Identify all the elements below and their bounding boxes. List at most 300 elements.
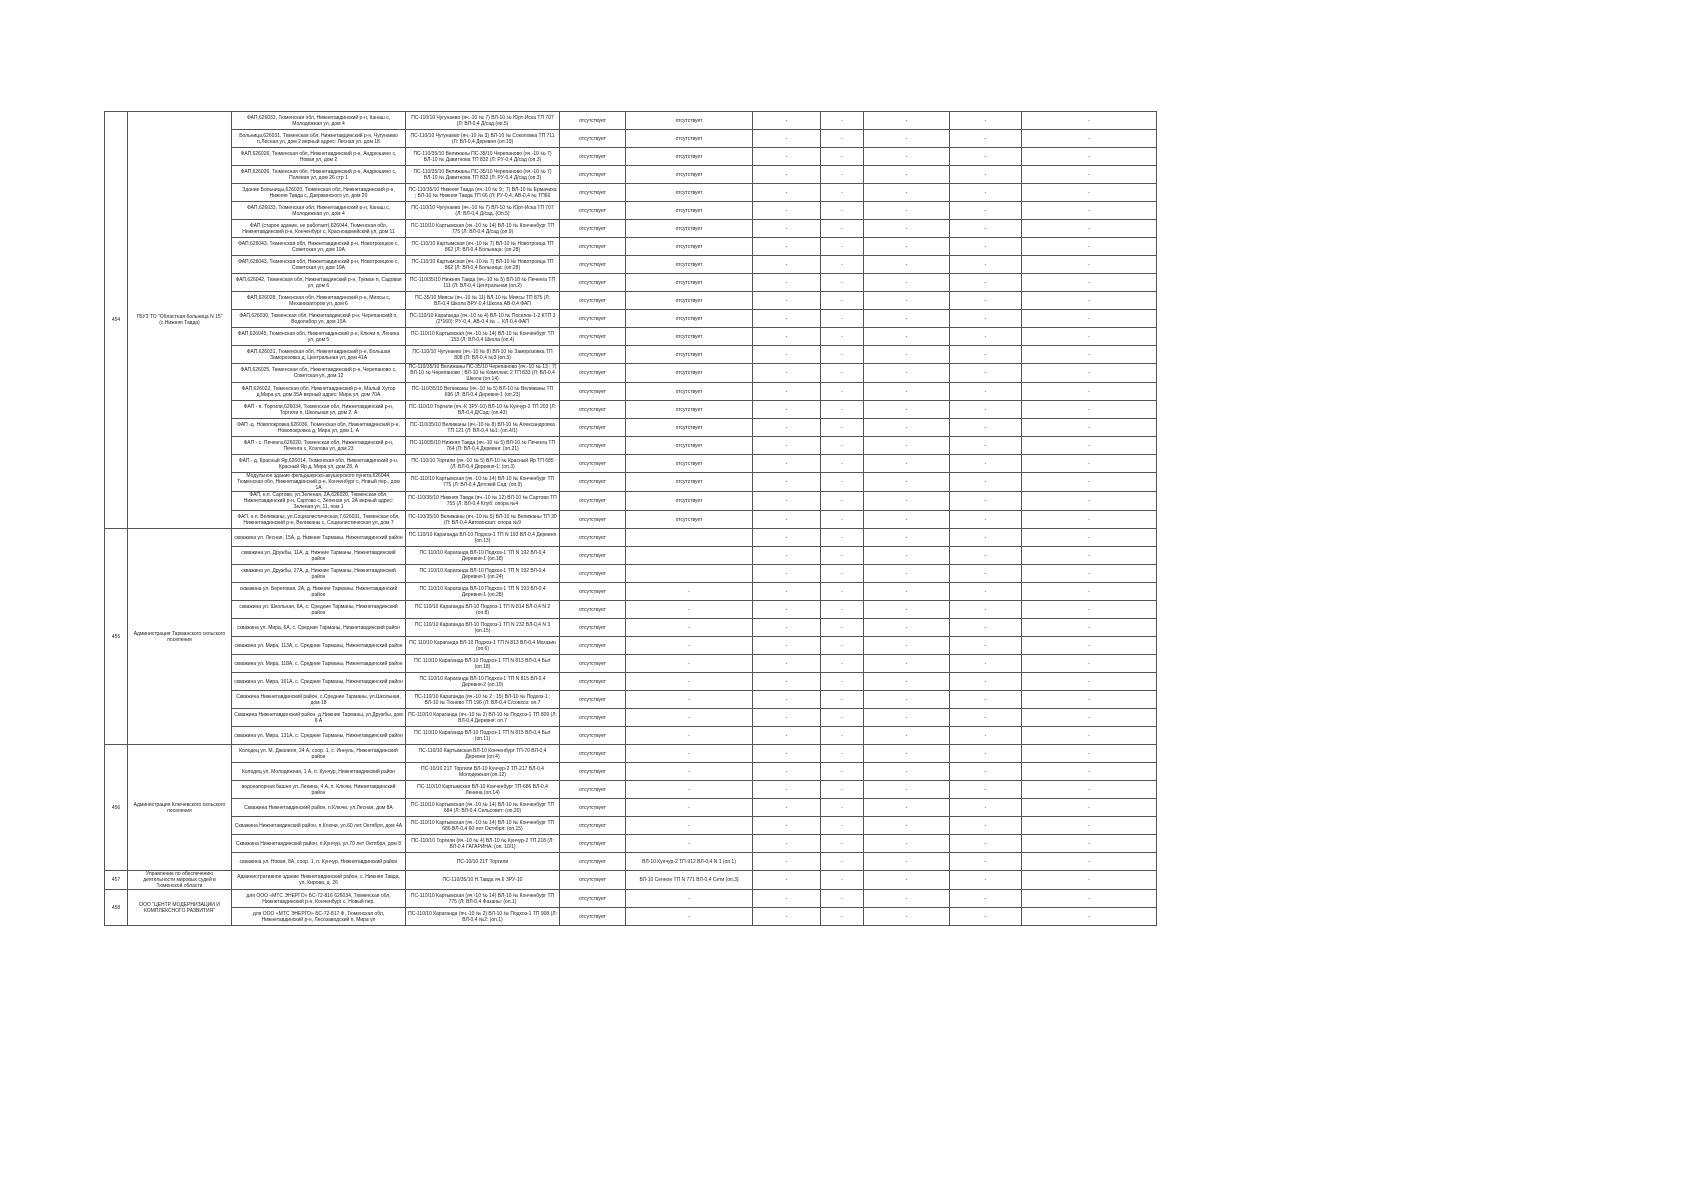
dash-cell: - bbox=[864, 492, 950, 511]
dash-cell: - bbox=[950, 473, 1022, 492]
dash-cell: - bbox=[864, 455, 950, 473]
status-cell-2: отсутствует bbox=[626, 473, 753, 492]
power-source: ПС-110/10 Картымская ВЛ-10 Конченбург ТП-70 ВЛ-0,4 Деревня (оп.4) bbox=[406, 745, 560, 763]
object-address: ФАП,626028, Тюменская обл, Нижнетавдинский р-н, Миясы с, Механизаторов ул, дом 6 bbox=[232, 292, 406, 310]
dash-cell: - bbox=[950, 130, 1022, 148]
table-row bbox=[105, 583, 1157, 601]
power-source: ПС-35/10 Миясы (яч.-10 № 11) ВЛ-10 № Миясы ТП 875 (Л: ВЛ-0,4 Школа ВРУ-0,4 Школа АВ-0,4 ФАП bbox=[406, 292, 560, 310]
dash-cell: - bbox=[753, 130, 821, 148]
status-cell: отсутствует bbox=[560, 637, 626, 655]
status-cell: отсутствует bbox=[560, 853, 626, 871]
power-source: ПС-110/10 Картымская (яч.-10 № 14) ВЛ-10 № Конченбург ТП 684 (Л: ВЛ-0,4 Сельсовет: (оп.20) bbox=[406, 799, 560, 817]
dash-cell: - bbox=[1022, 637, 1157, 655]
table-row bbox=[105, 473, 1157, 492]
status-cell-2: отсутствует bbox=[626, 419, 753, 437]
row-number: 457 bbox=[105, 871, 128, 890]
dash-cell: - bbox=[821, 890, 864, 908]
object-address: ФАП, н.п. Сартово, ул.Зеленая, 2А,626020, Тюменская обл, Нижнетавдинский р-н, Сартово с, Зеленая ул, 2А верный адрес: Зеленая ул, 11, пом 1 bbox=[232, 492, 406, 511]
dash-cell: - bbox=[950, 763, 1022, 781]
dash-cell: - bbox=[950, 781, 1022, 799]
object-address: ФАП,626045, Тюменская обл, Нижнетавдинский р-н, Ключи п, Ленина ул, дом 5 bbox=[232, 328, 406, 346]
dash-cell: - bbox=[950, 691, 1022, 709]
dash-cell: - bbox=[753, 673, 821, 691]
status-cell-2: отсутствует bbox=[626, 437, 753, 455]
dash-cell: - bbox=[1022, 184, 1157, 202]
power-source: ПС-110/10 Картымская (яч.-10 № 7) ВЛ-10 № Новотроица ТП 862 (Л: ВЛ-0,4 Больница: (оп.28) bbox=[406, 256, 560, 274]
object-address: скважина ул. Мира, 161А, с. Средние Тарманы, Нижнетавдинский район bbox=[232, 673, 406, 691]
status-cell-2: отсутствует bbox=[626, 364, 753, 383]
dash-cell: - bbox=[753, 583, 821, 601]
power-source: ПС-110/35/10 Велижаны ПС-35/10 Черепаново (яч.-10 № 13 ; 7) ВЛ-10 № Черепаново ; ВЛ-10 № Комплекс 2 ТП 833 (Л: ВЛ-0,4 Школа (оп.14) bbox=[406, 364, 560, 383]
status-cell-2: - bbox=[626, 817, 753, 835]
status-cell: отсутствует bbox=[560, 492, 626, 511]
organization-name: ГБУЗ ТО "Областная больница N 15" (с.Нижняя Тавда) bbox=[128, 112, 232, 529]
table-row bbox=[105, 763, 1157, 781]
dash-cell: - bbox=[753, 763, 821, 781]
power-source: ПС 110/10 Караганда ВЛ-10 Подхоз-1 ТП N 813 ВЛ-0,4 Магазин (оп.6) bbox=[406, 637, 560, 655]
dash-cell: - bbox=[753, 619, 821, 637]
object-address: ФАП,626022, Тюменская обл, Нижнетавдинский р-н, Малый Хутор д,Мира ул, дом 35А верный адрес: Мира ул, дом 70А bbox=[232, 383, 406, 401]
status-cell-2: отсутствует bbox=[626, 401, 753, 419]
dash-cell: - bbox=[821, 619, 864, 637]
power-source: ПС-110/35/10 Велижаны ПС-35/10 Черепаново (яч.-10 № 7) ВЛ-10 № Давитнова ТП 832 (Л: РУ-0,4 Д/сад (оп.3) bbox=[406, 166, 560, 184]
row-number: 456 bbox=[105, 745, 128, 871]
dash-cell: - bbox=[821, 383, 864, 401]
status-cell: отсутствует bbox=[560, 455, 626, 473]
table-row bbox=[105, 817, 1157, 835]
dash-cell: - bbox=[753, 148, 821, 166]
table-row bbox=[105, 871, 1157, 890]
table-row bbox=[105, 401, 1157, 419]
object-address: скважина ул. Мира, 6А, с. Средние Тарманы, Нижнетавдинский район bbox=[232, 619, 406, 637]
status-cell-2: отсутствует bbox=[626, 274, 753, 292]
table-row bbox=[105, 890, 1157, 908]
power-source: ПС-110/10 Караганда (яч.-10 № 4) ВЛ-10 № Поселок-1-2 КТП 3 (2*160): РУ-0,4, АВ-0,4 № ... КЛ-0,4 ФАП bbox=[406, 310, 560, 328]
dash-cell: - bbox=[950, 274, 1022, 292]
status-cell: отсутствует bbox=[560, 619, 626, 637]
dash-cell: - bbox=[864, 130, 950, 148]
status-cell: отсутствует bbox=[560, 130, 626, 148]
table-row bbox=[105, 437, 1157, 455]
dash-cell: - bbox=[950, 112, 1022, 130]
status-cell-2: - bbox=[626, 637, 753, 655]
power-source: ПС-110/10 Торгили (яч.-К ЗРУ-10) ВЛ-10 № Кунчур-2 ТП 203 (Л: ВЛ-0,4 Д/Сад: (оп.43) bbox=[406, 401, 560, 419]
dash-cell: - bbox=[753, 853, 821, 871]
table-row bbox=[105, 238, 1157, 256]
power-source: ПС-110/10 Картымская (яч.-10 № 14) ВЛ-10 № Конченбург ТП 153 (Л: ВЛ-0,4 Школа (оп.4) bbox=[406, 328, 560, 346]
dash-cell: - bbox=[1022, 256, 1157, 274]
status-cell-2 bbox=[626, 565, 753, 583]
table-row bbox=[105, 328, 1157, 346]
dash-cell: - bbox=[1022, 619, 1157, 637]
dash-cell: - bbox=[950, 346, 1022, 364]
status-cell-2: - bbox=[626, 709, 753, 727]
dash-cell: - bbox=[864, 583, 950, 601]
status-cell-2: - bbox=[626, 583, 753, 601]
object-address: ФАП,626031, Тюменская обл, Нижнетавдинский р-н, Большая Заморозовка д, Центральная ул, дом 41А bbox=[232, 346, 406, 364]
dash-cell: - bbox=[864, 184, 950, 202]
dash-cell: - bbox=[821, 511, 864, 529]
dash-cell: - bbox=[1022, 274, 1157, 292]
dash-cell: - bbox=[821, 547, 864, 565]
status-cell-2 bbox=[626, 529, 753, 547]
dash-cell: - bbox=[864, 473, 950, 492]
dash-cell: - bbox=[821, 473, 864, 492]
object-address: скважина ул. Мира, 113А, с. Средние Тарманы, Нижнетавдинский район bbox=[232, 637, 406, 655]
dash-cell: - bbox=[753, 547, 821, 565]
object-address: ФАП, н.п. Велижаны, ул.Социалистическая,7,626031, Тюменская обл, Нижнетавдинский р-н, Велижаны с, Социалистическая ул, дом 7 bbox=[232, 511, 406, 529]
power-source: ПС-110/35/10 Н.Тавда яч.6 ЗРУ-10 bbox=[406, 871, 560, 890]
dash-cell: - bbox=[864, 547, 950, 565]
dash-cell: - bbox=[753, 292, 821, 310]
table-row bbox=[105, 691, 1157, 709]
power-source: ПС-110/10 Картымская (яч.-10 № 7) ВЛ-10 № Новотроица ТП 862 (Л: ВЛ-0,4 Больница: (оп.28) bbox=[406, 238, 560, 256]
status-cell: отсутствует bbox=[560, 401, 626, 419]
dash-cell: - bbox=[950, 583, 1022, 601]
dash-cell: - bbox=[753, 238, 821, 256]
status-cell: отсутствует bbox=[560, 184, 626, 202]
dash-cell: - bbox=[753, 727, 821, 745]
dash-cell: - bbox=[950, 835, 1022, 853]
status-cell: отсутствует bbox=[560, 511, 626, 529]
power-source: ПС-110/10 Чугунаево (яч.-10 № 7) ВЛ-10 № Юрт-Иска ТП 707 (Л: ВЛ-0,4 Д/сад (оп.5) bbox=[406, 112, 560, 130]
dash-cell: - bbox=[950, 799, 1022, 817]
status-cell: отсутствует bbox=[560, 256, 626, 274]
power-source: ПС-110/10 Чугунаево (яч.-10 № 7) ВЛ-10 № Юрт-Иска ТП 707 (Л: ВЛ-0,4 Д/сад. (Оп.5) bbox=[406, 202, 560, 220]
status-cell-2: отсутствует bbox=[626, 238, 753, 256]
dash-cell: - bbox=[1022, 529, 1157, 547]
organization-name: Управление по обеспечению деятельности мировых судей в Тюменской области bbox=[128, 871, 232, 890]
row-number: 458 bbox=[105, 890, 128, 926]
dash-cell: - bbox=[864, 745, 950, 763]
dash-cell: - bbox=[864, 691, 950, 709]
dash-cell: - bbox=[950, 202, 1022, 220]
status-cell-2: - bbox=[626, 908, 753, 926]
dash-cell: - bbox=[950, 547, 1022, 565]
dash-cell: - bbox=[821, 835, 864, 853]
table-row bbox=[105, 529, 1157, 547]
object-address: ФАП,626026, Тюменская обл, Нижнетавдинский р-н, Андрюшино с, Полевая ул, дом 26 стр 1 bbox=[232, 166, 406, 184]
dash-cell: - bbox=[821, 853, 864, 871]
status-cell-2: - bbox=[626, 835, 753, 853]
status-cell-2: - bbox=[626, 727, 753, 745]
power-source: ПС-110/35/10 Нижняя Тавда (яч.-10 № 9 ; 7) ВЛ-10 № Ермачиха ; ВЛ-10 № Нижняя Тавда ТП 66 (Л: РУ-0,4, АВ-0,4 № ТП66 bbox=[406, 184, 560, 202]
object-address: Скважина Нижнетавдинский район, п.Кунчур, ул.70 лет Октября, дом 8 bbox=[232, 835, 406, 853]
table-row bbox=[105, 419, 1157, 437]
dash-cell: - bbox=[753, 220, 821, 238]
dash-cell: - bbox=[1022, 583, 1157, 601]
dash-cell: - bbox=[753, 184, 821, 202]
table-row bbox=[105, 637, 1157, 655]
dash-cell: - bbox=[1022, 292, 1157, 310]
dash-cell: - bbox=[864, 565, 950, 583]
status-cell: отсутствует bbox=[560, 601, 626, 619]
dash-cell: - bbox=[864, 292, 950, 310]
dash-cell: - bbox=[864, 419, 950, 437]
table-row bbox=[105, 511, 1157, 529]
dash-cell: - bbox=[753, 871, 821, 890]
dash-cell: - bbox=[1022, 890, 1157, 908]
dash-cell: - bbox=[950, 890, 1022, 908]
dash-cell: - bbox=[1022, 166, 1157, 184]
status-cell-2: - bbox=[626, 763, 753, 781]
table-row bbox=[105, 853, 1157, 871]
dash-cell: - bbox=[950, 673, 1022, 691]
dash-cell: - bbox=[821, 220, 864, 238]
object-address: Скважина Нижнетавдинский район, п.Ключи, ул.Лесная, дом 8А bbox=[232, 799, 406, 817]
dash-cell: - bbox=[821, 401, 864, 419]
dash-cell: - bbox=[950, 817, 1022, 835]
dash-cell: - bbox=[753, 835, 821, 853]
dash-cell: - bbox=[753, 364, 821, 383]
dash-cell: - bbox=[864, 511, 950, 529]
status-cell: отсутствует bbox=[560, 529, 626, 547]
dash-cell: - bbox=[950, 364, 1022, 383]
power-source: ПС 110/10 Караганда ВЛ-10 Подхоз-1 ТП N 815 ВЛ-0,4 Деревня-2 (оп.10) bbox=[406, 673, 560, 691]
dash-cell: - bbox=[950, 745, 1022, 763]
dash-cell: - bbox=[950, 238, 1022, 256]
dash-cell: - bbox=[821, 364, 864, 383]
status-cell-2: отсутствует bbox=[626, 112, 753, 130]
table-row bbox=[105, 547, 1157, 565]
status-cell: отсутствует bbox=[560, 781, 626, 799]
status-cell-2: - bbox=[626, 673, 753, 691]
power-source: ПС 110/10 Караганда ВЛ-10 Подхоз-1 ТП N 193 ВЛ-0,4 Деревня-1 (оп.28) bbox=[406, 583, 560, 601]
dash-cell: - bbox=[864, 871, 950, 890]
status-cell-2: отсутствует bbox=[626, 166, 753, 184]
table-row bbox=[105, 184, 1157, 202]
table-row bbox=[105, 130, 1157, 148]
dash-cell: - bbox=[821, 763, 864, 781]
dash-cell: - bbox=[753, 890, 821, 908]
dash-cell: - bbox=[753, 383, 821, 401]
object-address: ФАП,626033, Тюменская обл, Нижнетавдинский р-н, Канаш с, Молодежная ул, дом 4 bbox=[232, 202, 406, 220]
object-address: Больница,626031, Тюменская обл, Нижнетавдинский р-н, Чугунаево п,Лесная ул, дом 2 верный адрес: Лесная ул. дом 18 bbox=[232, 130, 406, 148]
object-address: ФАП,626025, Тюменская обл, Нижнетавдинский р-н, Черепаново с, Советская ул, дом 12 bbox=[232, 364, 406, 383]
dash-cell: - bbox=[821, 184, 864, 202]
dash-cell: - bbox=[1022, 655, 1157, 673]
status-cell-2: - bbox=[626, 799, 753, 817]
dash-cell: - bbox=[821, 328, 864, 346]
table-row bbox=[105, 799, 1157, 817]
dash-cell: - bbox=[864, 364, 950, 383]
table-row bbox=[105, 274, 1157, 292]
object-address: Колодец ул. Молодежная, 1 А, п. Кунчур, Нижнетавдинский район bbox=[232, 763, 406, 781]
object-address: ФАП - д. Красный Яр,626014, Тюменская обл, Нижнетавдинский р-н, Красный Яр д, Мира ул, дом 28, А bbox=[232, 455, 406, 473]
dash-cell: - bbox=[950, 709, 1022, 727]
status-cell: отсутствует bbox=[560, 112, 626, 130]
dash-cell: - bbox=[1022, 130, 1157, 148]
dash-cell: - bbox=[821, 529, 864, 547]
status-cell: отсутствует bbox=[560, 419, 626, 437]
object-address: ФАП,626042, Тюменская обл, Нижнетавдинский р-н, Тукман п, Садовая ул, дом 6 bbox=[232, 274, 406, 292]
dash-cell: - bbox=[950, 401, 1022, 419]
dash-cell: - bbox=[1022, 691, 1157, 709]
dash-cell: - bbox=[950, 220, 1022, 238]
dash-cell: - bbox=[864, 166, 950, 184]
power-source: ПС-110/35/10 Велижаны (яч.-10 № 5) ВЛ-10 № Велижаны ТП 696 (Л: ВЛ-0,4 Деревня-1 (оп.23) bbox=[406, 383, 560, 401]
status-cell: отсутствует bbox=[560, 799, 626, 817]
power-source: ПС-110/10 Картымская (яч.-10 № 14) ВЛ-10 № Конченбург ТП 775 (Л: ВЛ-0,4 Детский Сад: (оп.9) bbox=[406, 473, 560, 492]
dash-cell: - bbox=[753, 529, 821, 547]
dash-cell: - bbox=[821, 637, 864, 655]
object-address: водонапорная башня ул. Ленина, 4 А, п. Ключи, Нижнетавдинский район bbox=[232, 781, 406, 799]
dash-cell: - bbox=[864, 437, 950, 455]
dash-cell: - bbox=[753, 112, 821, 130]
dash-cell: - bbox=[821, 274, 864, 292]
dash-cell: - bbox=[1022, 565, 1157, 583]
dash-cell: - bbox=[1022, 492, 1157, 511]
dash-cell: - bbox=[821, 346, 864, 364]
dash-cell: - bbox=[1022, 346, 1157, 364]
dash-cell: - bbox=[864, 799, 950, 817]
object-address: ФАП,626026, Тюменская обл, Нижнетавдинский р-н, Андрюшино с, Новая ул, дом 2 bbox=[232, 148, 406, 166]
dash-cell: - bbox=[753, 492, 821, 511]
status-cell: отсутствует bbox=[560, 835, 626, 853]
object-address: скважина ул. Лесная, 15А, д. Нижние Тарманы, Нижнетавдинский район bbox=[232, 529, 406, 547]
object-address: ФАП,626043, Тюменская обл, Нижнетавдинский р-н, Новотроицкое с, Советская ул, дом 19А bbox=[232, 238, 406, 256]
table-row bbox=[105, 166, 1157, 184]
dash-cell: - bbox=[950, 908, 1022, 926]
status-cell-2: - bbox=[626, 745, 753, 763]
dash-cell: - bbox=[864, 328, 950, 346]
dash-cell: - bbox=[753, 346, 821, 364]
object-address: для ООО «МТС ЭНЕРГО» БС-72-816 626034, Тюменская обл, Нижнетавдинский р-н, Конченбург с, Новый пер. bbox=[232, 890, 406, 908]
status-cell-2: отсутствует bbox=[626, 492, 753, 511]
dash-cell: - bbox=[864, 529, 950, 547]
dash-cell: - bbox=[821, 310, 864, 328]
dash-cell: - bbox=[753, 401, 821, 419]
dash-cell: - bbox=[950, 310, 1022, 328]
table-row bbox=[105, 492, 1157, 511]
object-address: Скважина Нижнетавдинский район, п.Ключи, ул.60 лет Октября, дом 4А bbox=[232, 817, 406, 835]
status-cell-2: отсутствует bbox=[626, 130, 753, 148]
status-cell-2: отсутствует bbox=[626, 511, 753, 529]
dash-cell: - bbox=[1022, 871, 1157, 890]
dash-cell: - bbox=[950, 166, 1022, 184]
object-address: Административное здание Нижнетавдинский район, с. Нижняя Тавда, ул. Кирова, д. 26 bbox=[232, 871, 406, 890]
dash-cell: - bbox=[864, 709, 950, 727]
status-cell: отсутствует bbox=[560, 890, 626, 908]
dash-cell: - bbox=[950, 419, 1022, 437]
dash-cell: - bbox=[1022, 601, 1157, 619]
dash-cell: - bbox=[1022, 220, 1157, 238]
dash-cell: - bbox=[753, 166, 821, 184]
dash-cell: - bbox=[950, 853, 1022, 871]
power-source: ПС 110/10 Караганда ВЛ-10 Подхоз-1 ТП N 232 ВЛ-0,4 N 3 (оп.15) bbox=[406, 619, 560, 637]
status-cell: отсутствует bbox=[560, 763, 626, 781]
table-row bbox=[105, 202, 1157, 220]
status-cell: отсутствует bbox=[560, 274, 626, 292]
power-source: ПС 110/10 Караганда ВЛ-10 Подхоз-1 ТП N 192 ВЛ-0,4 Деревня-1 (оп.18) bbox=[406, 547, 560, 565]
status-cell: отсутствует bbox=[560, 565, 626, 583]
dash-cell: - bbox=[864, 601, 950, 619]
dash-cell: - bbox=[864, 655, 950, 673]
dash-cell: - bbox=[950, 529, 1022, 547]
table-row bbox=[105, 364, 1157, 383]
dash-cell: - bbox=[753, 328, 821, 346]
dash-cell: - bbox=[753, 799, 821, 817]
dash-cell: - bbox=[864, 853, 950, 871]
status-cell: отсутствует bbox=[560, 908, 626, 926]
dash-cell: - bbox=[1022, 673, 1157, 691]
dash-cell: - bbox=[864, 220, 950, 238]
status-cell-2: ВЛ-10 Сенное ТП N 771 ВЛ-0,4 Сети (оп.3) bbox=[626, 871, 753, 890]
dash-cell: - bbox=[950, 148, 1022, 166]
object-address: ФАП,626030, Тюменская обл, Нижнетавдинский р-н, Черепанский п, Водолабор ул, дом 10А bbox=[232, 310, 406, 328]
status-cell-2: - bbox=[626, 601, 753, 619]
dash-cell: - bbox=[753, 817, 821, 835]
status-cell-2: ВЛ-10 Кунчур-2 ТП-912 ВЛ-0,4 N 1 (оп.1) bbox=[626, 853, 753, 871]
dash-cell: - bbox=[1022, 383, 1157, 401]
dash-cell: - bbox=[821, 745, 864, 763]
status-cell-2: отсутствует bbox=[626, 148, 753, 166]
object-address: ФАП - п. Торгили,626034, Тюменская обл, Нижнетавдинский р-н, Торгили п, Школьная ул, дом 2, А bbox=[232, 401, 406, 419]
status-cell-2: отсутствует bbox=[626, 383, 753, 401]
table-row bbox=[105, 601, 1157, 619]
status-cell: отсутствует bbox=[560, 328, 626, 346]
table-row bbox=[105, 655, 1157, 673]
dash-cell: - bbox=[753, 745, 821, 763]
power-source: ПС-110/10 Картымская ВЛ-10 Конченбург ТП-686 ВЛ-0,4 Ленина (оп.14) bbox=[406, 781, 560, 799]
status-cell: отсутствует bbox=[560, 166, 626, 184]
dash-cell: - bbox=[864, 781, 950, 799]
dash-cell: - bbox=[864, 256, 950, 274]
object-address: Скважина Нижнетавдинский район, с.Средние Тарманы, ул.Школьная, дом 18 bbox=[232, 691, 406, 709]
power-source: ПС-110/10 Картымская (яч.-10 № 14) ВЛ-10 № Конченбург ТП 775 (Л: ВЛ-0,4 Фазаны: (оп.1) bbox=[406, 890, 560, 908]
status-cell-2: отсутствует bbox=[626, 256, 753, 274]
dash-cell: - bbox=[753, 908, 821, 926]
status-cell: отсутствует bbox=[560, 745, 626, 763]
dash-cell: - bbox=[1022, 799, 1157, 817]
power-source: ПС-10/10 21Т Торгили bbox=[406, 853, 560, 871]
table-row bbox=[105, 112, 1157, 130]
dash-cell: - bbox=[1022, 835, 1157, 853]
power-source: ПС-110/10 Картымская (яч.-10 № 14) ВЛ-10 № Конченбург ТП 686 ВЛ-0,4 60 лет Октября: (оп.15) bbox=[406, 817, 560, 835]
dash-cell: - bbox=[950, 328, 1022, 346]
table-row bbox=[105, 310, 1157, 328]
dash-cell: - bbox=[950, 601, 1022, 619]
table-row bbox=[105, 220, 1157, 238]
dash-cell: - bbox=[753, 637, 821, 655]
status-cell-2: - bbox=[626, 890, 753, 908]
object-address: скважина ул. Береговая, 2А, д. Нижние Тарманы, Нижнетавдинский район bbox=[232, 583, 406, 601]
dash-cell: - bbox=[753, 455, 821, 473]
dash-cell: - bbox=[864, 727, 950, 745]
document-table-region bbox=[104, 111, 1156, 926]
dash-cell: - bbox=[821, 166, 864, 184]
table-row bbox=[105, 727, 1157, 745]
dash-cell: - bbox=[1022, 781, 1157, 799]
power-source: ПС-110/35/10 Велижаны ПС-35/10 Черепаново (яч.-10 № 7) ВЛ-10 № Давитнова ТП 832 (Л: РУ-0,4 Д/сад (оп.3) bbox=[406, 148, 560, 166]
dash-cell: - bbox=[821, 601, 864, 619]
dash-cell: - bbox=[821, 817, 864, 835]
dash-cell: - bbox=[821, 691, 864, 709]
dash-cell: - bbox=[821, 112, 864, 130]
table-row bbox=[105, 835, 1157, 853]
status-cell-2: отсутствует bbox=[626, 184, 753, 202]
dash-cell: - bbox=[864, 310, 950, 328]
dash-cell: - bbox=[821, 202, 864, 220]
dash-cell: - bbox=[821, 292, 864, 310]
status-cell-2: отсутствует bbox=[626, 328, 753, 346]
power-source: ПС-110/10 Караганда (яч.-10 № 2) ВЛ-10 № Подхоз-1 ТП 908 (Л: ВЛ-0,4 №2: (оп.1) bbox=[406, 908, 560, 926]
dash-cell: - bbox=[821, 238, 864, 256]
dash-cell: - bbox=[864, 401, 950, 419]
power-source: ПС-110/35/10 Нижняя Тавда (яч.-10 № 5) ВЛ-10 № Печенга ТП 111 (Л: ВЛ-0,4 Центральная (оп.2) bbox=[406, 274, 560, 292]
object-address: скважина ул. Дружбы, 27А, д. Нижние Тарманы, Нижнетавдинский район bbox=[232, 565, 406, 583]
dash-cell: - bbox=[950, 184, 1022, 202]
